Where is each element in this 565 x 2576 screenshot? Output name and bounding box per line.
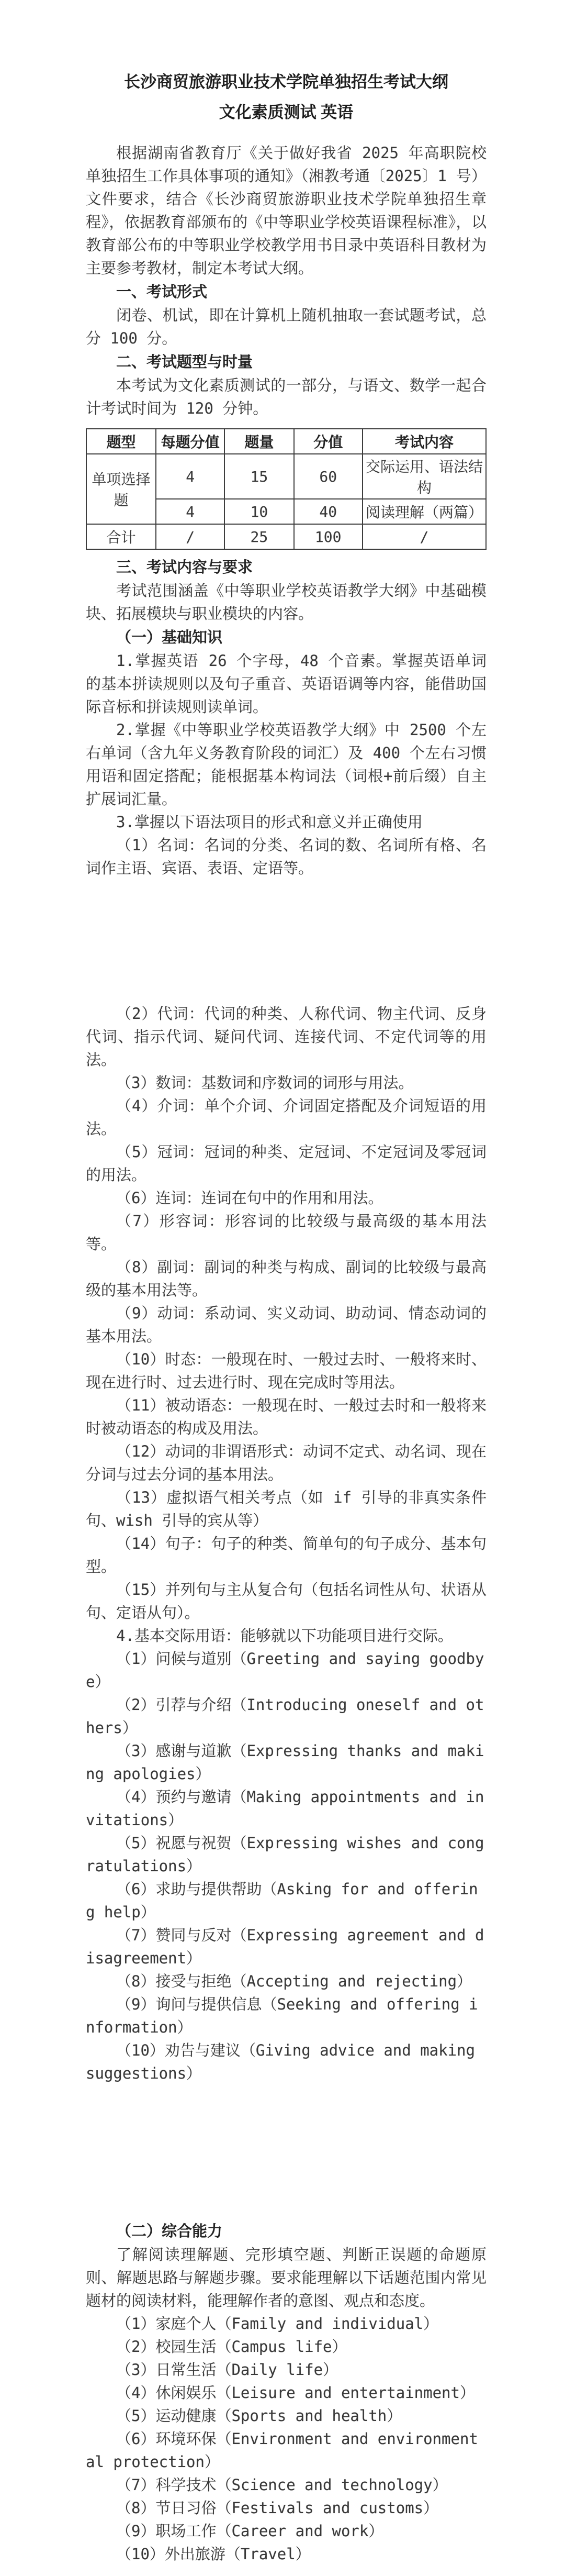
table-total-row [86, 524, 486, 549]
page-break-gap-2 [86, 2085, 487, 2219]
cell-content: 阅读理解（两篇） [363, 499, 486, 524]
grammar-item: （12）动词的非谓语形式：动词不定式、动名词、现在分词与过去分词的基本用法。 [86, 1442, 487, 1483]
grammar-item: （3）数词：基数词和序数词的词形与用法。 [116, 1074, 414, 1092]
part2-overview: 了解阅读理解题、完形填空题、判断正误题的命题原则、解题思路与解题步骤。要求能理解以下话题范围内常见题材的阅读材料，能理解作者的意图、观点和态度。 [86, 2246, 487, 2309]
topic-item: （4）休闲娱乐（Leisure and entertainment） [116, 2384, 475, 2402]
cell-total-score: 100 [294, 524, 363, 549]
part2-heading: （二）综合能力 [116, 2223, 223, 2240]
col-header-per-item-score: 每题分值 [156, 429, 224, 454]
communication-item: （9）询问与提供信息（Seeking and offering information） [86, 1995, 478, 2036]
cell-question-type-merged: 单项选择题 [86, 454, 156, 524]
cell-total-per-item-score: / [156, 524, 224, 549]
cell-total-content: / [363, 524, 486, 549]
part1-heading: （一）基础知识 [116, 629, 223, 646]
topic-item: （3）日常生活（Daily life） [116, 2361, 338, 2379]
grammar-item: （11）被动语态：一般现在时、一般过去时和一般将来时被动语态的构成及用法。 [86, 1396, 487, 1437]
communication-item: （6）求助与提供帮助（Asking for and offering help） [86, 1880, 478, 1921]
cell-total-quantity: 25 [224, 524, 293, 549]
grammar-item: （5）冠词：冠词的种类、定冠词、不定冠词及零冠词的用法。 [86, 1143, 487, 1184]
communication-item: （7）赞同与反对（Expressing agreement and disagreement） [86, 1926, 484, 1967]
cell-per-item-score: 4 [156, 454, 224, 499]
communication-item: （8）接受与拒绝（Accepting and rejecting） [116, 1972, 472, 1990]
doc-title-line2: 文化素质测试 英语 [219, 103, 354, 121]
communication-item: （5）祝愿与祝贺（Expressing wishes and congratulations） [86, 1834, 484, 1875]
communication-item: （1）问候与道别（Greeting and saying goodbye） [86, 1650, 484, 1691]
cell-content: 交际运用、语法结构 [363, 454, 486, 499]
part1-point1: 1.掌握英语 26 个字母，48 个音素。掌握英语单词的基本拼读规则以及句子重音、英语语调等内容，能借助国际音标和拼读规则读单词。 [86, 652, 487, 716]
grammar-item: （7）形容词：形容词的比较级与最高级的基本用法等。 [86, 1212, 487, 1253]
communication-item: （2）引荐与介绍（Introducing oneself and others） [86, 1696, 484, 1737]
topic-item: （2）校园生活（Campus life） [116, 2338, 347, 2356]
topic-item: （8）节日习俗（Festivals and customs） [116, 2499, 439, 2517]
col-header-score: 分值 [294, 429, 363, 454]
topic-item: （7）科学技术（Science and technology） [116, 2476, 448, 2494]
intro-paragraph: 根据湖南省教育厅《关于做好我省 2025 年高职院校单独招生工作具体事项的通知》（湘教考通〔2025〕1 号）文件要求，结合《长沙商贸旅游职业技术学院单独招生章程》，依据教育部颁布的《中等职业学校英语课程标准》，以教育部公布的中等职业学校教学用书目录中英语科目教材为主要参考教材，制定本考试大纲。 [86, 144, 487, 277]
grammar-item: （10）时态：一般现在时、一般过去时、一般将来时、现在进行时、过去进行时、现在完成时等用法。 [86, 1350, 487, 1391]
section1-body: 闭卷、机试，即在计算机上随机抽取一套试题考试，总分 100 分。 [86, 306, 487, 347]
grammar-item: （2）代词：代词的种类、人称代词、物主代词、反身代词、指示代词、疑问代词、连接代词、不定代词等的用法。 [86, 1005, 487, 1069]
communication-item: （4）预约与邀请（Making appointments and invitations） [86, 1788, 484, 1829]
cell-total-label: 合计 [86, 524, 156, 549]
communication-item: （3）感谢与道歉（Expressing thanks and making apologies） [86, 1742, 484, 1783]
grammar-item: （14）句子：句子的种类、简单句的句子成分、基本句型。 [86, 1535, 487, 1575]
section3-scope: 考试范围涵盖《中等职业学校英语教学大纲》中基础模块、拓展模块与职业模块的内容。 [86, 582, 487, 623]
topic-items-list [86, 2312, 487, 2566]
communication-items-list [86, 1647, 487, 2085]
cell-quantity: 15 [224, 454, 293, 499]
grammar-item: （1）名词：名词的分类、名词的数、名词所有格、名词作主语、宾语、表语、定语等。 [86, 836, 487, 877]
title-block [86, 67, 487, 128]
part1-point4: 4.基本交际用语：能够就以下功能项目进行交际。 [116, 1627, 453, 1645]
cell-score: 60 [294, 454, 363, 499]
grammar-items-page1 [86, 834, 487, 880]
topic-item: （5）运动健康（Sports and health） [116, 2407, 402, 2425]
col-header-question-type: 题型 [86, 429, 156, 454]
grammar-item: （8）副词：副词的种类与构成、副词的比较级与最高级的基本用法等。 [86, 1258, 487, 1299]
page-break-gap-1 [86, 880, 487, 1002]
doc-title-line1: 长沙商贸旅游职业技术学院单独招生考试大纲 [124, 73, 448, 91]
table-row [86, 454, 486, 499]
communication-item: （10）劝告与建议（Giving advice and making suggestions） [86, 2041, 475, 2082]
grammar-item: （9）动词：系动词、实义动词、助动词、情态动词的基本用法。 [86, 1304, 487, 1345]
grammar-item: （6）连词：连词在句中的作用和用法。 [116, 1189, 383, 1207]
cell-quantity: 10 [224, 499, 293, 524]
part1-point2: 2.掌握《中等职业学校英语教学大纲》中 2500 个左右单词（含九年义务教育阶段的词汇）及 400 个左右习惯用语和固定搭配；能根据基本构词法（词根+前后缀）自主扩展词汇量。 [86, 721, 487, 808]
score-table [86, 428, 487, 550]
col-header-quantity: 题量 [224, 429, 293, 454]
grammar-item: （4）介词：单个介词、介词固定搭配及介词短语的用法。 [86, 1097, 487, 1138]
section2-heading: 二、考试题型与时量 [116, 354, 253, 371]
part1-point3: 3.掌握以下语法项目的形式和意义并正确使用 [116, 813, 423, 831]
col-header-content: 考试内容 [363, 429, 486, 454]
cell-score: 40 [294, 499, 363, 524]
topic-item: （9）职场工作（Career and work） [116, 2522, 384, 2540]
cell-per-item-score: 4 [156, 499, 224, 524]
grammar-item: （15）并列句与主从复合句（包括名词性从句、状语从句、定语从句）。 [86, 1581, 487, 1622]
section3-heading: 三、考试内容与要求 [116, 559, 253, 576]
topic-item: （1）家庭个人（Family and individual） [116, 2315, 439, 2333]
score-table-header-row [86, 429, 486, 454]
topic-item: （6）环境环保（Environment and environmental protection） [86, 2430, 478, 2471]
section2-body: 本考试为文化素质测试的一部分，与语文、数学一起合计考试时间为 120 分钟。 [86, 376, 487, 417]
grammar-item: （13）虚拟语气相关考点（如 if 引导的非真实条件句、wish 引导的宾从等） [86, 1489, 487, 1529]
grammar-items-page2 [86, 1002, 487, 1624]
section1-heading: 一、考试形式 [116, 284, 208, 301]
topic-item: （10）外出旅游（Travel） [116, 2545, 311, 2563]
